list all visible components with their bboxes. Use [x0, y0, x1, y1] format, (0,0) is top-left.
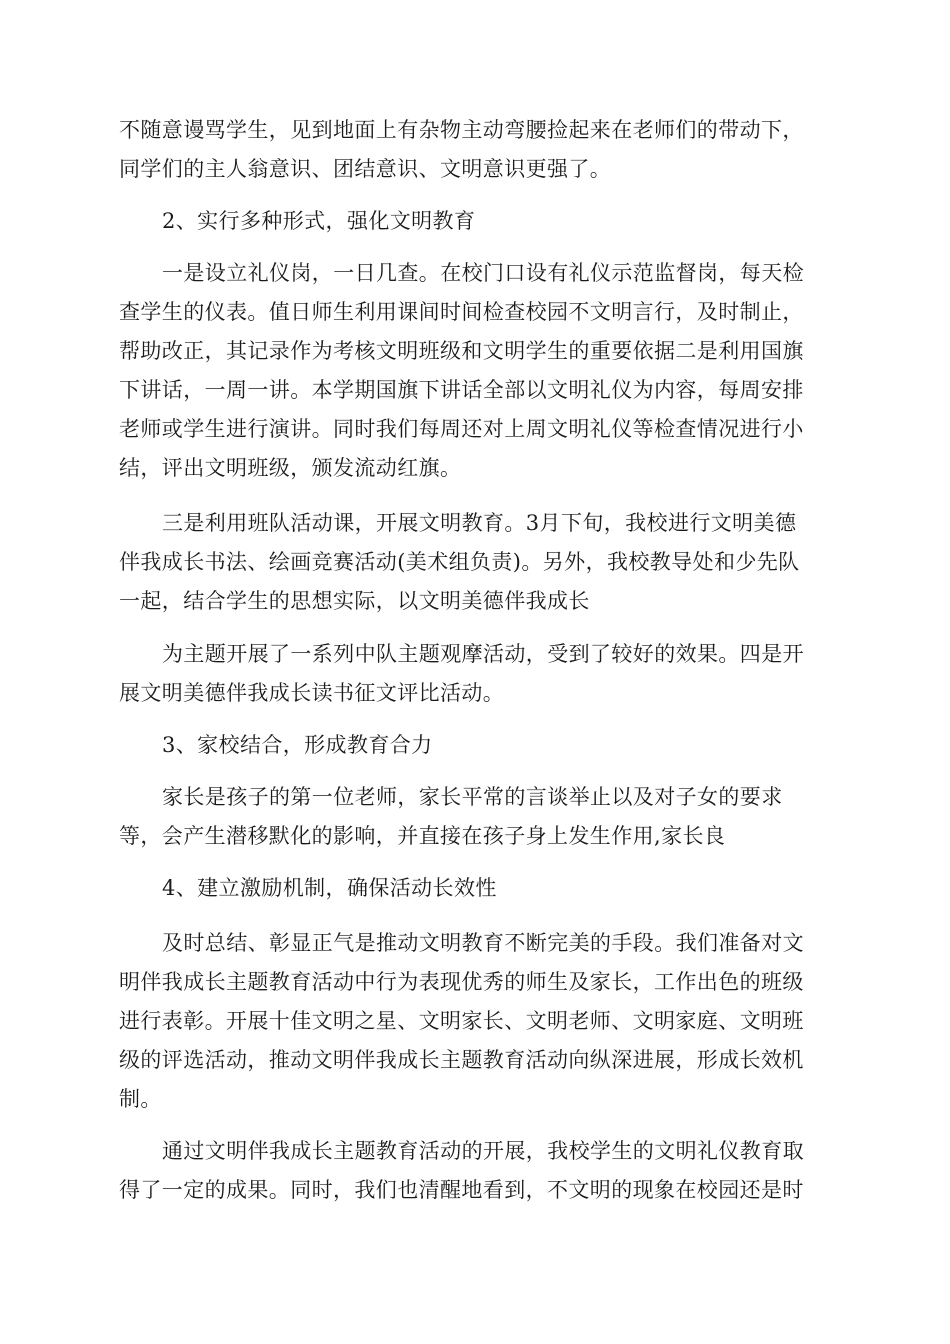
paragraph-line: 得了一定的成果。同时，我们也清醒地看到，不文明的现象在校园还是时 [119, 1178, 804, 1202]
paragraph-line: 家长是孩子的第一位老师，家长平常的言谈举止以及对子女的要求 [162, 785, 783, 809]
section-heading: 3、家校结合，形成教育合力 [162, 733, 433, 757]
paragraph-line: 一起，结合学生的思想实际，以文明美德伴我成长 [119, 589, 590, 613]
paragraph-line: 进行表彰。开展十佳文明之星、文明家长、文明老师、文明家庭、文明班 [119, 1009, 804, 1033]
paragraph-line: 帮助改正，其记录作为考核文明班级和文明学生的重要依据二是利用国旗 [119, 339, 804, 363]
paragraph-line: 同学们的主人翁意识、团结意识、文明意识更强了。 [119, 157, 612, 181]
paragraph-line: 查学生的仪表。值日师生利用课间时间检查校园不文明言行，及时制止， [119, 300, 804, 324]
paragraph-line: 等，会产生潜移默化的影响，并直接在孩子身上发生作用,家长良 [119, 824, 726, 848]
paragraph-line: 展文明美德伴我成长读书征文评比活动。 [119, 681, 505, 705]
paragraph-line: 通过文明伴我成长主题教育活动的开展，我校学生的文明礼仪教育取 [162, 1139, 804, 1163]
paragraph-line: 一是设立礼仪岗，一日几查。在校门口设有礼仪示范监督岗，每天检 [162, 261, 804, 285]
paragraph-line: 结，评出文明班级，颁发流动红旗。 [119, 456, 462, 480]
paragraph-line: 明伴我成长主题教育活动中行为表现优秀的师生及家长，工作出色的班级 [119, 970, 804, 994]
paragraph-line: 不随意谩骂学生，见到地面上有杂物主动弯腰捡起来在老师们的带动下， [119, 118, 804, 142]
section-heading: 2、实行多种形式，强化文明教育 [162, 209, 476, 233]
paragraph-line: 为主题开展了一系列中队主题观摩活动，受到了较好的效果。四是开 [162, 642, 804, 666]
paragraph-line: 下讲话，一周一讲。本学期国旗下讲话全部以文明礼仪为内容，每周安排 [119, 378, 804, 402]
section-heading: 4、建立激励机制，确保活动长效性 [162, 876, 497, 900]
paragraph-line: 制。 [119, 1087, 162, 1111]
paragraph-line: 级的评选活动，推动文明伴我成长主题教育活动向纵深进展，形成长效机 [119, 1048, 804, 1072]
paragraph-line: 及时总结、彰显正气是推动文明教育不断完美的手段。我们准备对文 [162, 931, 804, 955]
paragraph-line: 三是利用班队活动课，开展文明教育。3月下旬，我校进行文明美德 [162, 511, 797, 535]
paragraph-line: 老师或学生进行演讲。同时我们每周还对上周文明礼仪等检查情况进行小 [119, 417, 804, 441]
paragraph-line: 伴我成长书法、绘画竞赛活动(美术组负责)。另外，我校教导处和少先队 [119, 550, 800, 574]
